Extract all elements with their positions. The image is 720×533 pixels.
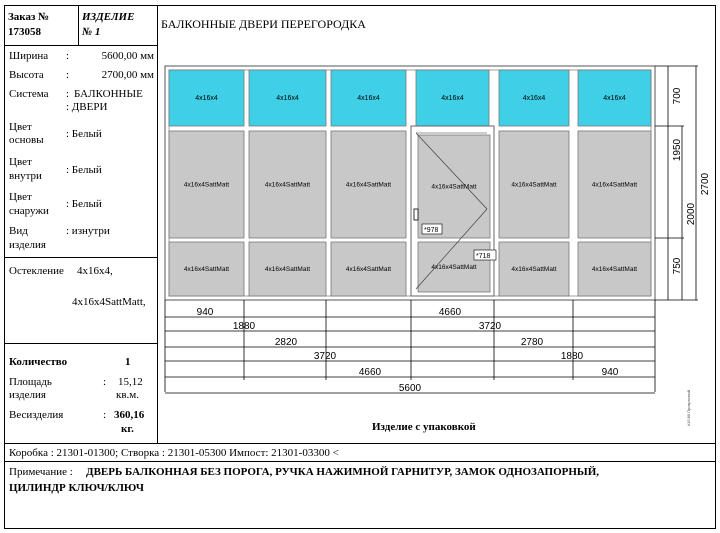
dim-bottom-4660: 4660	[438, 307, 462, 318]
glass-pane-label: 4x16x4	[441, 95, 464, 102]
glazing-value1: 4x16x4,	[77, 265, 113, 277]
glass-pane-label: 4x16x4	[357, 95, 380, 102]
dim-750: 750	[672, 257, 683, 275]
area-label2: изделия	[9, 389, 46, 401]
item-label: ИЗДЕЛИЕ	[82, 11, 135, 23]
dim-bottom-940: 940	[196, 307, 214, 318]
area-label: Площадь	[9, 376, 52, 388]
glass-pane-label: 4x16x4	[276, 95, 299, 102]
spec-view-label2: изделия	[9, 239, 46, 251]
area-sep: :	[103, 376, 107, 388]
glass-pane-label: 4x16x4SattMatt	[511, 181, 557, 189]
dim-bottom-3720: 3720	[478, 321, 502, 332]
area-value: 15,12	[118, 376, 143, 388]
handle-mark-1: *978	[424, 227, 439, 234]
spec-color-base-label: Цвет	[9, 121, 32, 133]
dim-bottom-1880b: 1880	[560, 351, 584, 362]
dim-bottom-2780: 2780	[520, 337, 544, 348]
spec-width-value: 5600,00 мм	[101, 50, 154, 62]
glass-pane-label: 4x16x4SattMatt	[345, 181, 392, 189]
spec-system-value: БАЛКОННЫЕ	[74, 88, 143, 100]
glass-pane-label: 4x16x4	[603, 95, 626, 102]
dim-bottom-1880: 1880	[232, 321, 256, 332]
quantity-value: 1	[125, 356, 131, 368]
glass-pane-label: 4x16x4SattMatt	[183, 266, 230, 273]
dim-bottom-940b: 940	[601, 367, 619, 378]
glass-pane-label: 4x16x4	[195, 95, 218, 102]
dim-bottom-3720b: 3720	[313, 351, 337, 362]
spec-system-label: Система	[9, 88, 49, 100]
glass-pane-label: 4x16x4SattMatt	[591, 181, 638, 189]
note-label: Примечание :	[9, 466, 73, 478]
dim-bottom-2820: 2820	[274, 337, 298, 348]
dim-1950: 1950	[672, 138, 683, 162]
glazing-value2: 4x16x4SattMatt,	[72, 296, 146, 308]
spec-height-value: 2700,00 мм	[101, 69, 154, 81]
bottom-dim-lines	[165, 300, 655, 393]
glass-pane-label: 4x16x4SattMatt	[511, 266, 557, 273]
dim-2000: 2000	[686, 202, 697, 226]
spec-width-label: Ширина	[9, 50, 49, 62]
glass-pane-label: 4x16x4SattMatt	[264, 266, 311, 273]
spec-height-label: Высота	[9, 69, 44, 81]
quantity-label: Количество	[9, 356, 68, 368]
spec-height-sep: :	[66, 69, 70, 81]
spec-color-inside-label: Цвет	[9, 156, 32, 168]
door-handle	[414, 209, 418, 220]
spec-color-base-label2: основы	[9, 134, 44, 146]
dim-700: 700	[672, 87, 683, 105]
area-unit: кв.м.	[116, 389, 139, 401]
weight-unit: кг.	[121, 423, 134, 435]
order-label: Заказ №	[8, 11, 50, 23]
page-title: БАЛКОННЫЕ ДВЕРИ ПЕРЕГОРОДКА	[161, 17, 366, 31]
spec-color-inside-label2: внутри	[9, 170, 42, 182]
glass-pane-label: 4x16x4SattMatt	[591, 266, 638, 273]
item-number: № 1	[82, 26, 101, 38]
spec-color-outside-label: Цвет	[9, 191, 32, 203]
order-number: 173058	[8, 26, 41, 38]
note-line2: ЦИЛИНДР КЛЮЧ/КЛЮЧ	[9, 482, 144, 494]
spec-system-value2: : ДВЕРИ	[66, 101, 108, 113]
spec-view-label: Вид	[9, 225, 28, 237]
handle-mark-2: *718	[476, 253, 491, 260]
spec-color-inside-value: : Белый	[66, 164, 102, 176]
note-line1: ДВЕРЬ БАЛКОННАЯ БЕЗ ПОРОГА, РУЧКА НАЖИМНОЙ ГАРНИТУР, ЗАМОК ОДНОЗАПОРНЫЙ,	[86, 466, 600, 478]
dim-bottom-4660b: 4660	[358, 367, 382, 378]
dim-2700: 2700	[700, 172, 711, 196]
dim-bottom-5600: 5600	[398, 383, 422, 394]
spec-color-outside-label2: снаружи	[9, 205, 49, 217]
glass-pane-label: 4x16x4SattMatt	[345, 266, 392, 273]
packaging-caption: Изделие с упаковкой	[372, 421, 476, 433]
glass-pane-label: 4x16x4SattMatt	[183, 181, 230, 189]
glass-pane-label: 4x16x4	[522, 95, 546, 102]
glass-pane-label: 4x16x4SattMatt	[264, 181, 311, 189]
weight-label: Весизделия	[9, 409, 64, 421]
glazing-label: Остекление	[9, 265, 64, 277]
glass-pane-label: 4x16x4SattMatt	[431, 183, 477, 191]
weight-value: 360,16	[114, 409, 145, 421]
spec-width-sep: :	[66, 50, 70, 62]
spec-color-base-value: : Белый	[66, 128, 102, 140]
spec-system-sep: :	[66, 88, 70, 100]
glass-pane-label: 4x16x4SattMatt	[431, 264, 477, 271]
weight-sep: :	[103, 409, 107, 421]
spec-view-value: : изнутри	[66, 225, 110, 237]
profiles-line: Коробка : 21301-01300; Створка : 21301-05300 Импост: 21301-03300 <	[9, 447, 339, 459]
tiny-label: #15.80 Прозрачный	[686, 389, 691, 427]
spec-color-outside-value: : Белый	[66, 198, 102, 210]
